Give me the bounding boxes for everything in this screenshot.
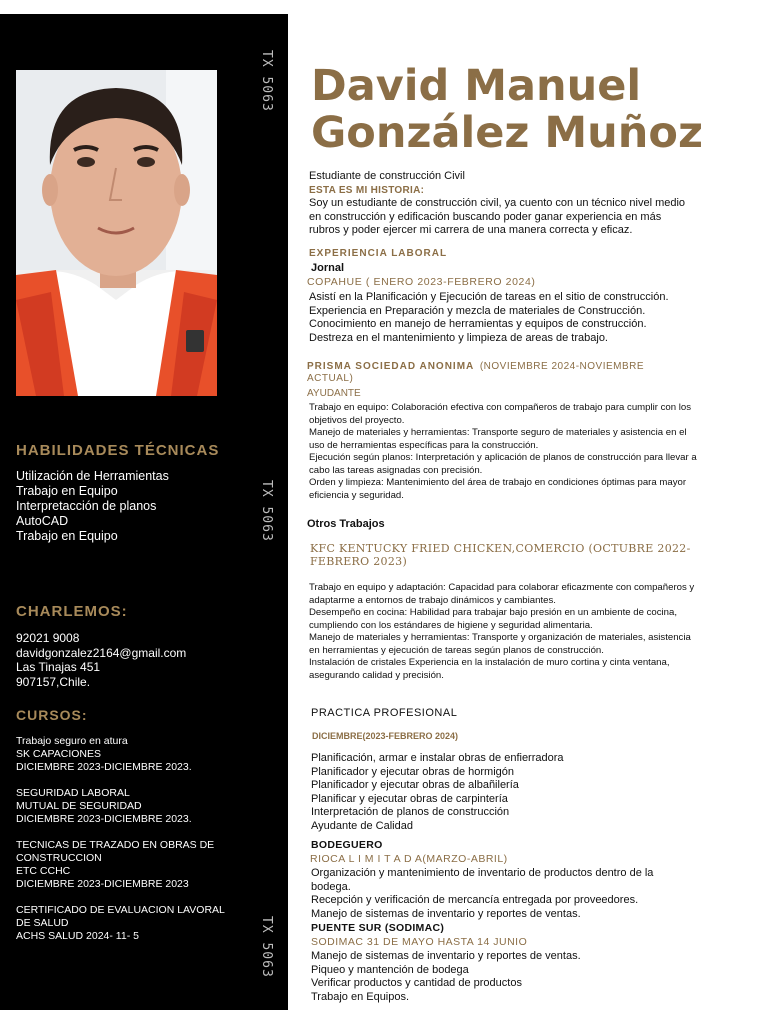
bodeguero-heading: BODEGUERO <box>311 839 383 851</box>
profile-photo <box>16 70 217 396</box>
list-item: uso de herramientas específicas para la construcción. <box>309 439 539 451</box>
contact-city: 907157,Chile. <box>16 674 91 689</box>
list-item: Planificación, armar e instalar obras de enfierradora <box>311 752 564 764</box>
job2-list <box>309 402 697 502</box>
contact-address: Las Tinajas 451 <box>16 660 101 674</box>
list-item: Experiencia en Preparación y mezcla de materiales de Construcción. <box>309 304 646 317</box>
skills-heading: HABILIDADES TÉCNICAS <box>16 442 220 459</box>
list-item: Manejo de materiales y herramientas: Transporte seguro de materiales y asistencia en el <box>309 427 687 438</box>
contact-heading: CHARLEMOS: <box>16 603 128 620</box>
filmstrip-decoration <box>252 14 286 1010</box>
skill-item: Trabajo en Equipo <box>16 529 118 543</box>
list-item: Recepción y verificación de mercancía entregada por proveedores. <box>311 894 639 906</box>
list-item: cumpliendo con los estándares de higiene y seguridad alimentaria. <box>309 619 593 631</box>
skill-item: Utilización de Herramientas <box>16 469 169 483</box>
job2-header <box>307 361 644 400</box>
practice-list <box>311 752 564 833</box>
sodimac-list <box>311 950 581 1004</box>
puente-sur-heading: PUENTE SUR (SODIMAC) <box>311 922 445 934</box>
subtitle: Estudiante de construcción Civil <box>309 170 465 182</box>
history-line: en construcción y edificación buscando poder ganar experiencia en más <box>309 210 662 223</box>
film-code-top: TX 5063 <box>259 50 274 112</box>
list-item: Conocimiento en manejo de herramientas y equipos de construcción. <box>309 318 647 330</box>
page-title: David Manuel González Muñoz <box>311 61 703 158</box>
list-item: Planificador y ejecutar obras de hormigón <box>311 765 515 778</box>
list-item: Asistí en la Planificación y Ejecución de tareas en el sitio de construcción. <box>309 291 669 303</box>
job2-role: AYUDANTE <box>307 388 361 399</box>
list-item: Instalación de cristales Experiencia en la instalación de muro cortina y cinta ventana, <box>309 657 670 668</box>
kfc-heading: KFC KENTUCKY FRIED CHICKEN,COMERCIO (OCTUBRE 2022- FEBRERO 2023) <box>310 542 691 568</box>
list-item: Trabajo en equipo y adaptación: Capacidad para colaborar eficazmente con compañeros y <box>309 582 695 593</box>
list-item: Piqueo y mantención de bodega <box>311 963 469 976</box>
history-line: Soy un estudiante de construcción civil, ya cuento con un técnico nivel medio <box>309 197 686 209</box>
skill-item: Interpretacción de planos <box>16 499 157 513</box>
job2-company: PRISMA SOCIEDAD ANONIMA <box>307 361 475 372</box>
history-line: rubros y poder ejercer mi carrera de una manera correcta y eficaz. <box>309 224 633 236</box>
list-item: Orden y limpieza: Mantenimiento del área de trabajo en condiciones óptimas para mayor <box>309 477 687 488</box>
job1-role: Jornal <box>311 262 345 274</box>
experience-heading: EXPERIENCIA LABORAL <box>309 248 448 259</box>
list-item: objetivos del proyecto. <box>309 414 405 426</box>
list-item: Planificador y ejecutar obras de albañilería <box>311 779 519 791</box>
list-item: adaptarme a entornos de trabajo dinámicos y cambiantes. <box>309 594 556 606</box>
contact-list <box>16 631 186 689</box>
list-item: cabo las tareas asignadas con precisión. <box>309 464 483 476</box>
film-code-middle: TX 5063 <box>259 480 274 542</box>
job2-dates: (NOVIEMBRE 2024-NOVIEMBRE <box>479 361 645 372</box>
job2-dates-cont: ACTUAL) <box>307 373 354 384</box>
list-item: Trabajo en equipo: Colaboración efectiva con compañeros de trabajo para cumplir con los <box>309 402 692 413</box>
list-item: bodega. <box>311 880 351 893</box>
practice-heading: PRACTICA PROFESIONAL <box>311 707 458 719</box>
skill-item: AutoCAD <box>16 514 69 528</box>
list-item: Ejecución según planos: Interpretación y aplicación de planos de construcción para llevar a <box>309 452 697 463</box>
list-item: asegurando calidad y precisión. <box>309 669 444 681</box>
skills-list <box>16 469 169 544</box>
list-item: Ayudante de Calidad <box>311 819 413 832</box>
list-item: eficiencia y seguridad. <box>309 489 404 501</box>
kfc-list <box>309 582 694 682</box>
list-item: Trabajo en Equipos. <box>311 990 410 1003</box>
list-item: Manejo de materiales y herramientas: Transporte y organización de materiales, asistencia <box>309 632 691 643</box>
sidebar <box>0 14 288 1010</box>
courses-list <box>16 735 225 956</box>
list-item: Manejo de sistemas de inventario y reportes de ventas. <box>311 950 581 962</box>
job1-company: COPAHUE ( ENERO 2023-FEBRERO 2024) <box>307 276 536 288</box>
rioca-list <box>311 867 653 921</box>
course-item: Trabajo seguro en atura SK CAPACIONES DICIEMBRE 2023-DICIEMBRE 2023. <box>16 735 192 773</box>
list-item: Interpretación de planos de construcción <box>311 806 510 818</box>
intro-section <box>309 170 685 238</box>
list-item: en herramientas y ejecución de tareas según planos de construcción. <box>309 644 604 656</box>
film-code-bottom: TX 5063 <box>259 916 274 978</box>
list-item: Desempeño en cocina: Habilidad para trabajar bajo presión en un ambiente de cocina, <box>309 607 677 618</box>
list-item: Organización y mantenimiento de inventario de productos dentro de la <box>311 867 654 879</box>
list-item: Manejo de sistemas de inventario y reportes de ventas. <box>311 907 581 920</box>
sodimac-heading: SODIMAC 31 DE MAYO HASTA 14 JUNIO <box>311 936 528 948</box>
list-item: Planificar y ejecutar obras de carpintería <box>311 792 508 805</box>
skill-item: Trabajo en Equipo <box>16 484 118 498</box>
contact-email: davidgonzalez2164@gmail.com <box>16 645 187 660</box>
list-item: Destreza en el mantenimiento y limpieza de areas de trabajo. <box>309 331 608 344</box>
contact-phone: 92021 9008 <box>16 631 80 645</box>
rioca-heading: RIOCA L I M I T A D A(MARZO-ABRIL) <box>310 853 508 865</box>
course-item: TECNICAS DE TRAZADO EN OBRAS DE CONSTRUCCION ETC CCHC DICIEMBRE 2023-DICIEMBRE 2023 <box>16 839 215 890</box>
course-item: CERTIFICADO DE EVALUACION LAVORAL DE SALUD ACHS SALUD 2024- 11- 5 <box>16 904 225 942</box>
history-heading: ESTA ES MI HISTORIA: <box>309 184 425 196</box>
list-item: Verificar productos y cantidad de productos <box>311 977 522 989</box>
other-jobs-heading: Otros Trabajos <box>307 518 385 530</box>
job1-list <box>309 291 669 345</box>
practice-dates: DICIEMBRE(2023-FEBRERO 2024) <box>312 731 459 741</box>
courses-heading: CURSOS: <box>16 707 88 723</box>
course-item: SEGURIDAD LABORAL MUTUAL DE SEGURIDAD DICIEMBRE 2023-DICIEMBRE 2023. <box>16 787 192 825</box>
